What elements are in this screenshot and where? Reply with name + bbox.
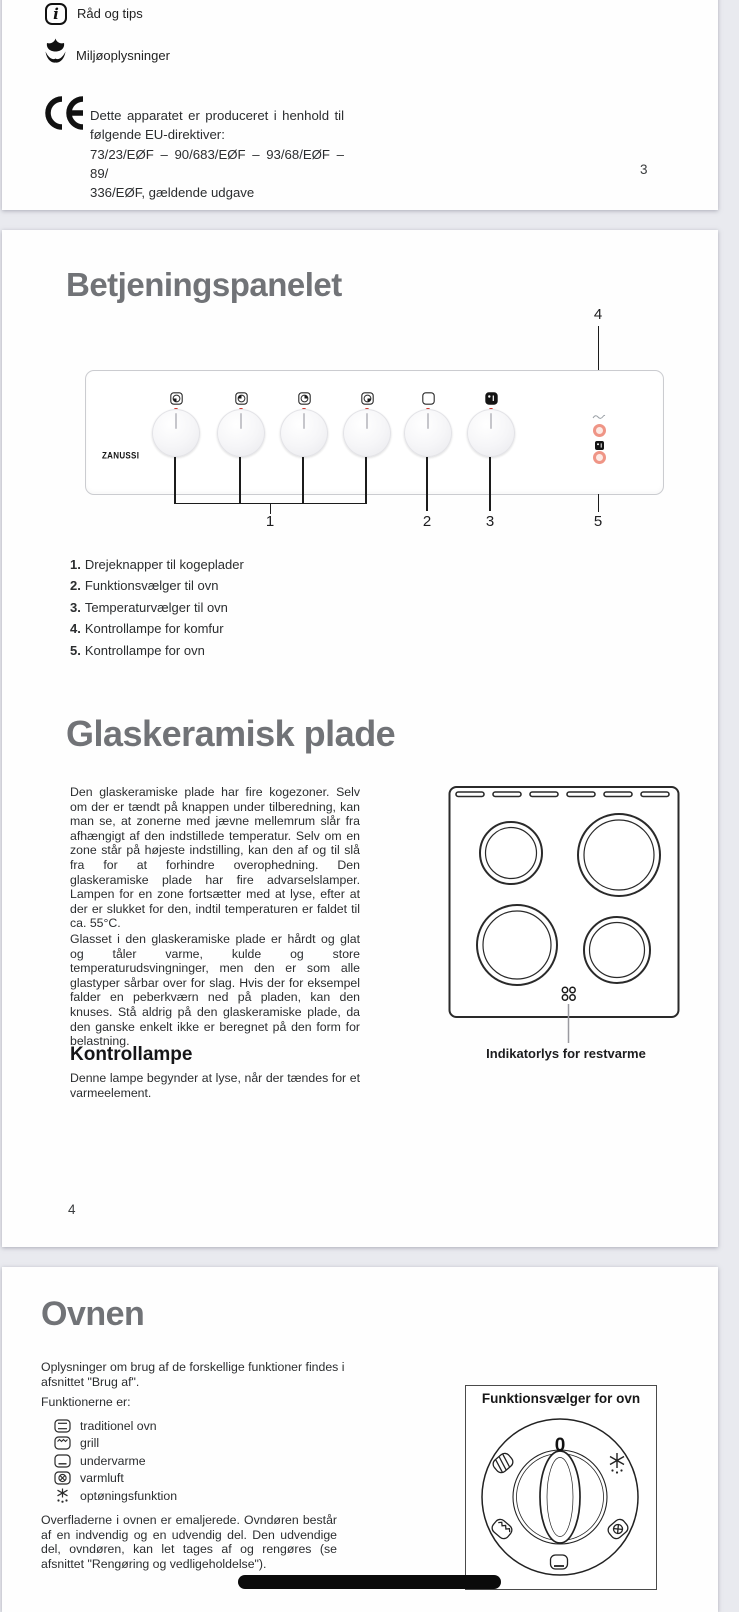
- function-selector-box: [465, 1385, 657, 1590]
- grill-icon: [54, 1436, 71, 1450]
- knob-grip: [490, 413, 492, 429]
- ce-directives-text: [90, 106, 344, 202]
- callout-3: 3: [485, 513, 495, 530]
- info-icon: i: [45, 3, 67, 25]
- functions-label: Funktionerne er:: [41, 1395, 131, 1409]
- hob-control-lamp: [593, 424, 606, 437]
- page-number: 4: [68, 1202, 76, 1217]
- hotplate-knob-1: [152, 409, 200, 457]
- hotplate-knob-3: [280, 409, 328, 457]
- control-lamp-text: Denne lampe begynder at lyse, når der tændes for et varmeelement.: [70, 1071, 360, 1100]
- subsection-title-control-lamp: Kontrollampe: [70, 1044, 193, 1065]
- knob6-callout-line: [489, 457, 491, 511]
- residual-heat-symbol-icon: [592, 413, 606, 420]
- section-title-oven: Ovnen: [41, 1295, 145, 1333]
- callout-5: 5: [593, 513, 603, 530]
- brand-logo: ZANUSSI: [102, 450, 140, 461]
- knob2-callout-line: [239, 457, 241, 504]
- oven-functions-list: [54, 1417, 177, 1505]
- legend-item: 5. Kontrollampe for ovn: [70, 642, 205, 658]
- callout-4: 4: [593, 306, 603, 323]
- oven-control-lamp: [593, 451, 606, 464]
- oven-intro-text: Oplysninger om brug af de forskellige funktioner findes i afsnittet "Brug af".: [41, 1360, 345, 1390]
- oven-door-paragraph: Overfladerne i ovnen er emaljerede. Ovndøren består af en indvendig og en udvendig del. Den udvendige del, ovndøren, kan let tages af og rengøres (se afsnittet "Rengøring og vedligeholdelse").: [41, 1513, 337, 1571]
- function-selector-dial: [466, 1408, 654, 1588]
- black-marker-bar: [238, 1575, 501, 1589]
- bottom-heat-icon: [54, 1454, 71, 1468]
- manual-page-5: [2, 1267, 718, 1612]
- function-item: traditionel ovn: [54, 1417, 177, 1435]
- ce-mark-icon: [40, 94, 88, 132]
- oven-function-icon: [422, 392, 435, 405]
- knob-grip: [240, 413, 242, 429]
- callout-1: 1: [265, 513, 275, 530]
- knob-grip: [427, 413, 429, 429]
- knob3-callout-line: [302, 457, 304, 504]
- legend-item: 2. Funktionsvælger til ovn: [70, 578, 219, 594]
- cooktop-diagram: [447, 783, 683, 1045]
- glass-hob-paragraph-2: Glasset i den glaskeramiske plade er hårdt og glat og tåler varme, kulde og store temperaturudsvingninger, men den er som alle glastyper sårbar over for slag. Hvis der for eksempel falder en peberkværn ned på pladen, kan den knuses. Stå aldrig på den glaskeramiske plade, da den ganske enkelt ikke er beregnet på den form for belastning.: [70, 932, 360, 1049]
- ce-text-line: Dette apparatet er produceret i henhold til: [90, 108, 344, 123]
- hotplate-back-left-icon: [235, 392, 248, 405]
- traditional-oven-icon: [54, 1419, 71, 1433]
- residual-heat-caption: Indikatorlys for restvarme: [486, 1046, 646, 1061]
- legend-item: 4. Kontrollampe for komfur: [70, 621, 224, 637]
- ce-text-line: 73/23/EØF – 90/683/EØF – 93/68/EØF – 89/: [90, 146, 344, 181]
- selector-off-position: 0: [554, 1435, 566, 1456]
- hotplate-back-right-icon: [298, 392, 311, 405]
- hotplate-front-right-icon: [361, 392, 374, 405]
- hotplate-knob-4: [343, 409, 391, 457]
- callout-2: 2: [422, 513, 432, 530]
- section-title-glass-hob: Glaskeramisk plade: [66, 713, 396, 754]
- manual-page-4: [2, 230, 718, 1247]
- knob-grip: [175, 413, 177, 429]
- knob-grip: [366, 413, 368, 429]
- function-item: optøningsfunktion: [54, 1487, 177, 1505]
- manual-page-3: [2, 0, 718, 210]
- legend-item: 3. Temperaturvælger til ovn: [70, 599, 228, 615]
- oven-lamp-callout-line: [598, 494, 600, 512]
- knob-grip: [303, 413, 305, 429]
- ce-text-line: følgende EU-direktiver:: [90, 127, 225, 143]
- defrost-icon: [54, 1488, 71, 1503]
- legend-item: 1. Drejeknapper til kogeplader: [70, 557, 244, 572]
- tips-label: Råd og tips: [77, 6, 143, 21]
- ce-text-line: 336/EØF, gældende udgave: [90, 185, 255, 201]
- knob1-callout-line: [174, 457, 176, 504]
- oven-function-knob: [404, 409, 452, 457]
- oven-temperature-icon: [485, 392, 498, 405]
- hotplate-knob-2: [217, 409, 265, 457]
- oven-temperature-mini-icon: [595, 441, 604, 450]
- eco-flower-icon: [44, 38, 67, 64]
- glass-hob-paragraph-1: Den glaskeramiske plade har fire kogezoner. Selv om der er tændt på knappen under tilberedning, kan man se, at zonerne med jævne mellemrum slår fra afhængigt af den indstillede temperatur. Selv om en zone står på højeste indstilling, kan den af og til slå fra for at forhindre overophedning. Den glaskeramiske plade har fire advarselslamper. Lampen for en zone fortsætter med at lyse, efter at der er slukket for den, indtil temperaturen er faldet til ca. 55°C.: [70, 785, 360, 931]
- function-item: grill: [54, 1435, 177, 1453]
- selector-knob: [540, 1451, 580, 1543]
- panel-legend-list: [70, 554, 244, 661]
- knob4-callout-line: [365, 457, 367, 504]
- oven-temperature-knob: [467, 409, 515, 457]
- knob5-callout-line: [426, 457, 428, 511]
- function-item: undervarme: [54, 1452, 177, 1470]
- function-item: varmluft: [54, 1470, 177, 1488]
- hotplate-front-left-icon: [170, 392, 183, 405]
- environment-label: Miljøoplysninger: [76, 48, 170, 63]
- page-number: 3: [640, 162, 648, 177]
- control-panel-diagram: [85, 370, 664, 495]
- selector-box-title: Funktionsvælger for ovn: [481, 1391, 641, 1406]
- section-title-control-panel: Betjeningspanelet: [66, 266, 342, 303]
- hot-air-icon: [54, 1471, 71, 1485]
